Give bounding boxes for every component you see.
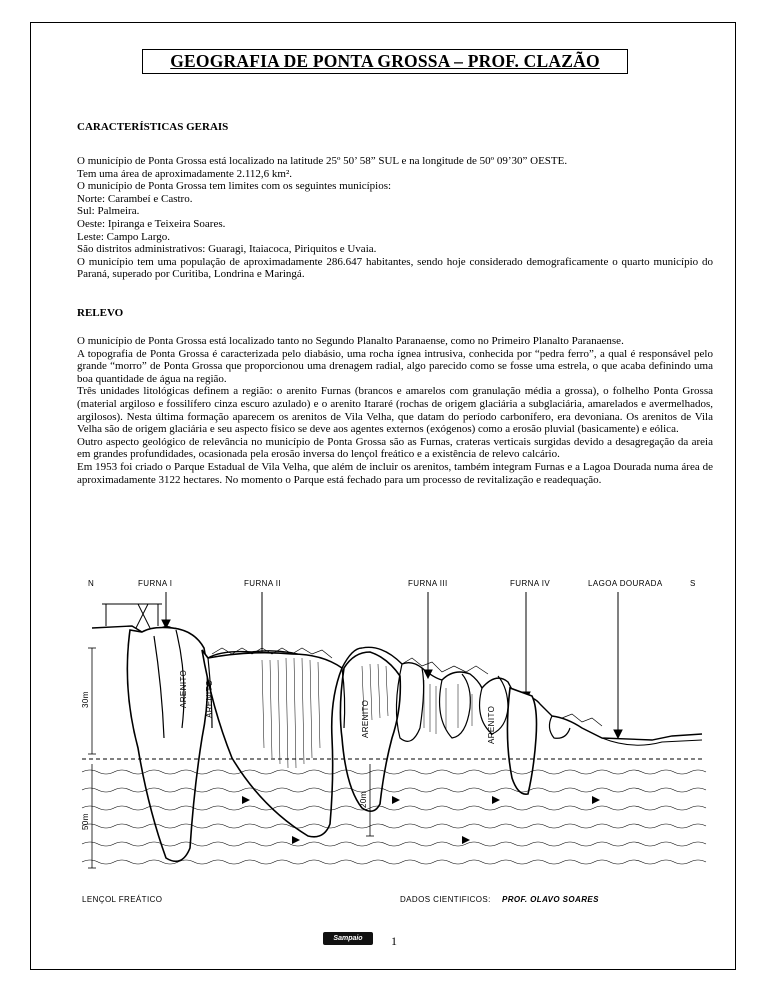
viewpoint-structure [102, 604, 162, 628]
section-heading-caracteristicas: CARACTERÍSTICAS GERAIS [77, 121, 229, 133]
label-furna-1: FURNA I [138, 579, 173, 588]
label-credit-name: PROF. OLAVO SOARES [502, 895, 599, 904]
label-furna-3: FURNA III [408, 579, 448, 588]
label-credit-prefix: DADOS CIENTIFICOS: [400, 895, 491, 904]
paragraph: A topografia de Ponta Grossa é caracterizada pelo diabásio, uma rocha ígnea intrusiva, conhecida por “pedra ferro”, a qual é responsável pelo grande “morro” de Ponta Grossa que proporcionou uma drenagem radial, algo parecido como se fosse uma estrela, o que acaba definindo uma boa quantidade de água na região. [77, 347, 713, 385]
furna-4-shaft [507, 688, 536, 794]
furna-1-shaft [127, 628, 207, 862]
section-heading-relevo: RELEVO [77, 307, 124, 319]
text-line: Norte: Carambeí e Castro. [77, 192, 193, 205]
label-lagoa-dourada: LAGOA DOURADA [588, 579, 663, 588]
text-line: Sul: Palmeira. [77, 205, 140, 218]
paragraph: Outro aspecto geológico de relevância no município de Ponta Grossa são as Furnas, crateras verticais surgidas devido a desagregação da areia em grandes profundidades, ocasionada pela erosão inversa do lençol freático e a existência de relevo calcário. [77, 435, 713, 461]
furnas-cross-section-diagram [62, 568, 710, 908]
label-arenito-2: ARENITO [205, 679, 214, 718]
label-lencol-freatico: LENÇOL FREÁTICO [82, 895, 163, 904]
paragraph: Em 1953 foi criado o Parque Estadual de Vila Velha, que além de incluir os arenitos, também integram Furnas e a Lagoa Dourada numa área de aproximadamente 3122 hectares. No momento o Parque está fechado para um processo de revitalização e readequação. [77, 460, 713, 486]
label-arenito-1: ARENITO [179, 669, 188, 708]
label-furna-4: FURNA IV [510, 579, 551, 588]
paragraph: O município de Ponta Grossa está localizado tanto no Segundo Planalto Paranaense, como no Primeiro Planalto Paranaense. [77, 335, 624, 347]
text-line: Oeste: Ipiranga e Teixeira Soares. [77, 217, 226, 230]
text-line: O município de Ponta Grossa está localizado na latitude 25º 50’ 58” SUL e na longitude de 50º 09’30” OESTE. [77, 155, 568, 167]
footer-logo [323, 932, 373, 945]
depth-label-center: 20m [359, 791, 368, 808]
section-caracteristicas-body [77, 155, 713, 281]
north-label: N [88, 579, 95, 588]
depth-label-top: 30m [81, 691, 90, 708]
text-line: São distritos administrativos: Guaragi, Itaiacoca, Piriquitos e Uvaia. [77, 243, 377, 256]
page-title: GEOGRAFIA DE PONTA GROSSA – PROF. CLAZÃO [142, 49, 628, 74]
south-label: S [690, 579, 696, 588]
label-arenito-4: ARENITO [487, 705, 496, 744]
text-line: Leste: Campo Largo. [77, 230, 170, 243]
label-furna-2: FURNA II [244, 579, 281, 588]
page-number: 1 [391, 934, 397, 948]
diagram-svg [62, 568, 710, 908]
text-line: O município tem uma população de aproximadamente 286.647 habitantes, sendo hoje considerado demograficamente o quarto município do Paraná, superado por Curitiba, Londrina e Maringá. [77, 255, 713, 281]
footer-logo-text: Sampaio [333, 935, 363, 942]
section-relevo-body [77, 335, 713, 486]
text-line: O município de Ponta Grossa tem limites com os seguintes municípios: [77, 180, 392, 193]
text-line: Tem uma área de aproximadamente 2.112,6 km². [77, 167, 293, 180]
depth-label-left: 50m [81, 813, 90, 830]
paragraph: Três unidades litológicas definem a região: o arenito Furnas (brancos e amarelos com granulação média a grossa), o folhelho Ponta Grossa (material argiloso e fossilífero cinza escuro azulado) e o arenito Itararé (rochas de origem glaciária a subglaciária, amarelados e avermelhados, argilosos). Nesta última formação aparecem os arenitos de Vila Velha, que datam do período carbonífero, era devoniana. Os arenitos de Vila Velha são de origem glaciária e seu aspecto físico se deve aos agentes externos (exógenos) como a erosão pluvial (basicamente) e eólica. [77, 385, 713, 436]
label-arenito-3: ARENITO [361, 699, 370, 738]
